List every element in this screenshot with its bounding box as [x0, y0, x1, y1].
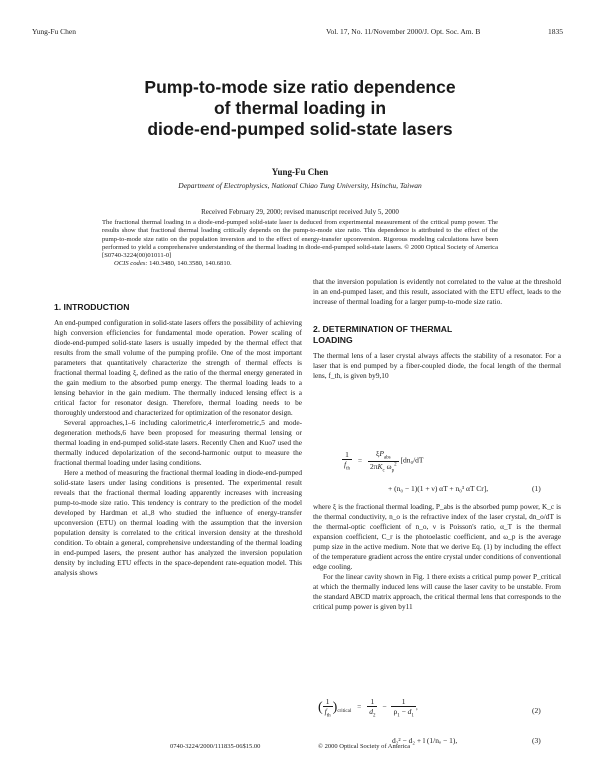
fraction: $\frac{1}{f_{th}}$: [344, 450, 350, 472]
section-heading-line: LOADING: [313, 335, 353, 345]
paragraph: Here a method of measuring the fractional thermal loading in diode-end-pumped solid-state lasers under lasing conditions is presented. The experimental result reveals that the fractional thermal loading apparently increases with increasing pump-to-mode size ratio. This tendency is contrary to the prediction of the model developed by Hardman et al.,8 who studied the influence of energy-transfer upconversion (ETU) on thermal loading with the assumption that the inversion population density is correlated to the critical inversion density at the threshold condition. To obtain a general, comprehensive understanding of the thermal loading in end-pumped lasers, the present author has analyzed the inversion population density by including ETU effects in the space-dependent rate-equation model. This analysis shows: [54, 468, 302, 577]
paragraph: For the linear cavity shown in Fig. 1 there exists a critical pump power P_critical at which the thermally induced lens will cause the laser cavity to be unstable. From the standard ABCD matrix approach, the critical thermal lens that corresponds to the critical pump power is given by11: [313, 572, 561, 611]
abstract-text: The fractional thermal loading in a diode-end-pumped solid-state laser is deduced from experimental measurement of the critical pump power. The results show that fractional thermal loading critically depends on the pump-to-mode size ratio. This dependence is attributed to the effect of the pump-to-mode size ratio on the population inversion and to the effect of energy-transfer upconversion. Rigorous modeling calculations have been performed to yield a comprehensive understanding of the thermal loading in diode-end-pumped solid-state lasers. © 2000 Optical Society of America [S0740-3224(00)01011-0]: [102, 219, 498, 260]
paragraph: where ξ is the fractional thermal loading, P_abs is the absorbed pump power, K_c is the thermal conductivity, n_o is the refractive index of the laser crystal, dn_o/dT is the thermal-optic coefficient of n_o, ν is Poisson's ratio, α_T is the thermal expansion coefficient, C_r is the photoelastic coefficient, and ω_p is the average pump size in the active medium. Note that we derive Eq. (1) by including the effect of the temperature gradient across the entire crystal under conditions of conventional edge cooling.: [313, 502, 561, 571]
paper-title: [0, 77, 600, 140]
title-line: Pump-to-mode size ratio dependence: [144, 77, 456, 97]
equation-3: d₂² − d₂ + l (1/nₒ − 1),: [392, 736, 458, 745]
section-heading: [313, 324, 561, 346]
footer-copyright: © 2000 Optical Society of America: [318, 743, 411, 750]
equation-1-bracket: [dn₀/dT: [400, 455, 424, 465]
fraction: $\frac{\xi P_{abs}}{2\pi K_c \omega_p^2}$: [369, 449, 397, 473]
ocis-codes: [102, 260, 498, 268]
section-heading: 1. INTRODUCTION: [54, 302, 130, 312]
running-journal: Vol. 17, No. 11/November 2000/J. Opt. Soc. Am. B: [326, 27, 481, 36]
ocis-values: 140.3480, 140.3580, 140.6810.: [149, 260, 232, 268]
received-date: Received February 29, 2000; revised manuscript received July 5, 2000: [201, 208, 399, 216]
equation-2: ( $\frac{1}{f_{th}}$ )$_{critical}$ = $\frac{1}{d_2}$ − $\frac{1}{\rho_1 - d_1}$ ,: [318, 697, 418, 719]
right-column-cont: [313, 502, 561, 612]
abstract: [102, 219, 498, 269]
page-number: 1835: [548, 27, 563, 36]
equation-number: (2): [532, 706, 541, 715]
affiliation: Department of Electrophysics, National Chiao Tung University, Hsinchu, Taiwan: [178, 181, 422, 190]
equation-number: (1): [532, 484, 541, 493]
ocis-label: OCIS codes:: [114, 260, 148, 268]
equation-1-line2: + (n₀ − 1)(1 + ν) αT + n₀³ αT Cr],: [388, 484, 489, 493]
section-heading-line: 2. DETERMINATION OF THERMAL: [313, 324, 453, 334]
title-line: of thermal loading in: [213, 98, 387, 118]
equation-number: (3): [532, 736, 541, 745]
footer-code: 0740-3224/2000/111835-06$15.00: [170, 743, 261, 750]
paragraph: The thermal lens of a laser crystal always affects the stability of a resonator. For a laser that is end pumped by a fiber-coupled diode, the focal length of the thermal lens, f_th, is given by9,10: [313, 351, 561, 380]
title-line: diode-end-pumped solid-state lasers: [147, 119, 453, 139]
author-name: Yung-Fu Chen: [271, 167, 329, 177]
left-column: [54, 302, 302, 578]
paragraph: that the inversion population is evidently not correlated to the value at the threshold in an end-pumped laser, and this result, associated with the ETU effect, leads to the increase of thermal loading for a larger pump-to-mode size ratio.: [313, 277, 561, 306]
running-author: Yung-Fu Chen: [32, 27, 76, 36]
paragraph: Several approaches,1–6 including calorimetric,4 interferometric,5 and mode-degeneration methods,6 have been proposed for measuring thermal lensing or thermal loading in end-pumped solid-state lasers. Recently Chen and Kuo7 used the thermally induced depolarization of the second-harmonic output to measure the fractional thermal loading under lasing conditions.: [54, 418, 302, 467]
equation-1: $\frac{1}{f_{th}}$ = $\frac{\xi P_{abs}}{2\pi K_c \omega_p^2}$ [dn₀/dT: [344, 449, 424, 473]
paragraph: An end-pumped configuration in solid-state lasers offers the possibility of achieving high conversion efficiencies for fundamental mode operation. Power scaling of diode-end-pumped solid-state lasers is usually impeded by the thermal effect that results from the small volume of the pumping profile. One of the most important parameters that quantitatively characterize the strength of thermal effects is fractional thermal loading ξ, defined as the ratio of the thermal energy generated in the gain medium to the absorbed pump energy. The thermal loading leads to a lensing behavior in the gain medium. The thermally induced lensing effect is a critical factor for resonator design. Therefore, thermal loading needs to be thoroughly understood and characterized for optimization of the resonator design.: [54, 318, 302, 417]
right-column: [313, 277, 561, 381]
